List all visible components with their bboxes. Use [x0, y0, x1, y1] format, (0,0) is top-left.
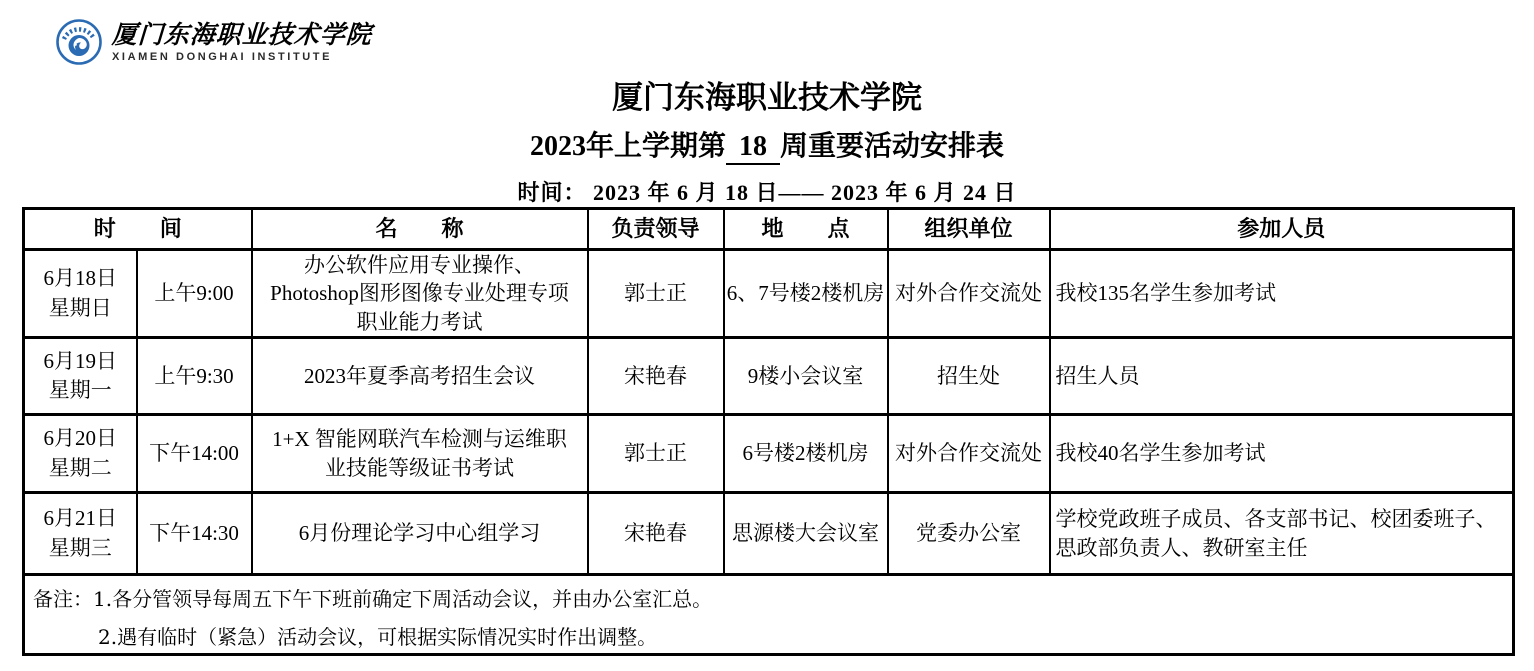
- location-cell: 6号楼2楼机房: [724, 415, 888, 493]
- week-number: 18: [726, 131, 780, 165]
- organizer-cell: 招生处: [888, 338, 1050, 415]
- organizer-cell: 对外合作交流处: [888, 415, 1050, 493]
- table-row: [24, 250, 1514, 338]
- participants-cell: 我校40名学生参加考试: [1050, 415, 1514, 493]
- leader-cell: 宋艳春: [588, 338, 724, 415]
- date-cell: 6月21日 星期三: [24, 493, 137, 575]
- school-name-cn: 厦门东海职业技术学院: [111, 19, 373, 49]
- table-row: [24, 338, 1514, 415]
- leader-cell: 宋艳春: [588, 493, 724, 575]
- leader-cell: 郭士正: [588, 415, 724, 493]
- header-organizer: 组织单位: [888, 209, 1050, 250]
- date-cell: 6月18日 星期日: [24, 250, 137, 338]
- time-cell: 下午14:00: [137, 415, 252, 493]
- header-time: 时 间: [24, 209, 252, 250]
- leader-cell: 郭士正: [588, 250, 724, 338]
- table-row: [24, 415, 1514, 493]
- notes-row: [24, 575, 1514, 655]
- schedule-table-wrapper: [22, 207, 1515, 656]
- time-cell: 下午14:30: [137, 493, 252, 575]
- header-location: 地 点: [724, 209, 888, 250]
- participants-cell: 招生人员: [1050, 338, 1514, 415]
- date-cell: 6月20日 星期二: [24, 415, 137, 493]
- header-row: [24, 209, 1514, 250]
- activity-name-cell: 1+X 智能网联汽车检测与运维职业技能等级证书考试: [252, 415, 588, 493]
- participants-cell: 我校135名学生参加考试: [1050, 250, 1514, 338]
- header-participants: 参加人员: [1050, 209, 1514, 250]
- document-title: 厦门东海职业技术学院: [612, 80, 922, 115]
- location-cell: 思源楼大会议室: [724, 493, 888, 575]
- subtitle-suffix: 周重要活动安排表: [780, 131, 1005, 162]
- time-cell: 上午9:00: [137, 250, 252, 338]
- schedule-table: [22, 207, 1515, 656]
- subtitle-prefix: 2023年上学期第: [529, 131, 726, 162]
- activity-name-cell: 办公软件应用专业操作、Photoshop图形图像专业处理专项职业能力考试: [252, 250, 588, 338]
- header-name: 名 称: [252, 209, 588, 250]
- location-cell: 6、7号楼2楼机房: [724, 250, 888, 338]
- table-row: [24, 493, 1514, 575]
- notes-cell: [24, 575, 1514, 655]
- participants-cell: 学校党政班子成员、各支部书记、校团委班子、思政部负责人、教研室主任: [1050, 493, 1514, 575]
- activity-name-cell: 6月份理论学习中心组学习: [252, 493, 588, 575]
- organizer-cell: 对外合作交流处: [888, 250, 1050, 338]
- school-name-en: XIAMEN DONGHAI INSTITUTE: [112, 50, 333, 63]
- time-range-line: 时间： 2023 年 6 月 18 日—— 2023 年 6 月 24 日: [517, 180, 1017, 205]
- organizer-cell: 党委办公室: [888, 493, 1050, 575]
- school-logo-text: [111, 19, 373, 63]
- location-cell: 9楼小会议室: [724, 338, 888, 415]
- school-logo: [55, 18, 372, 66]
- note-line-1: 备注：1.各分管领导每周五下午下班前确定下周活动会议，并由办公室汇总。: [33, 587, 713, 612]
- note-line-2: 2.遇有临时（紧急）活动会议，可根据实际情况实时作出调整。: [98, 625, 658, 650]
- time-cell: 上午9:30: [137, 338, 252, 415]
- header-leader: 负责领导: [588, 209, 724, 250]
- document-subtitle: [0, 124, 1534, 165]
- school-emblem-icon: [55, 18, 103, 66]
- activity-name-cell: 2023年夏季高考招生会议: [252, 338, 588, 415]
- date-cell: 6月19日 星期一: [24, 338, 137, 415]
